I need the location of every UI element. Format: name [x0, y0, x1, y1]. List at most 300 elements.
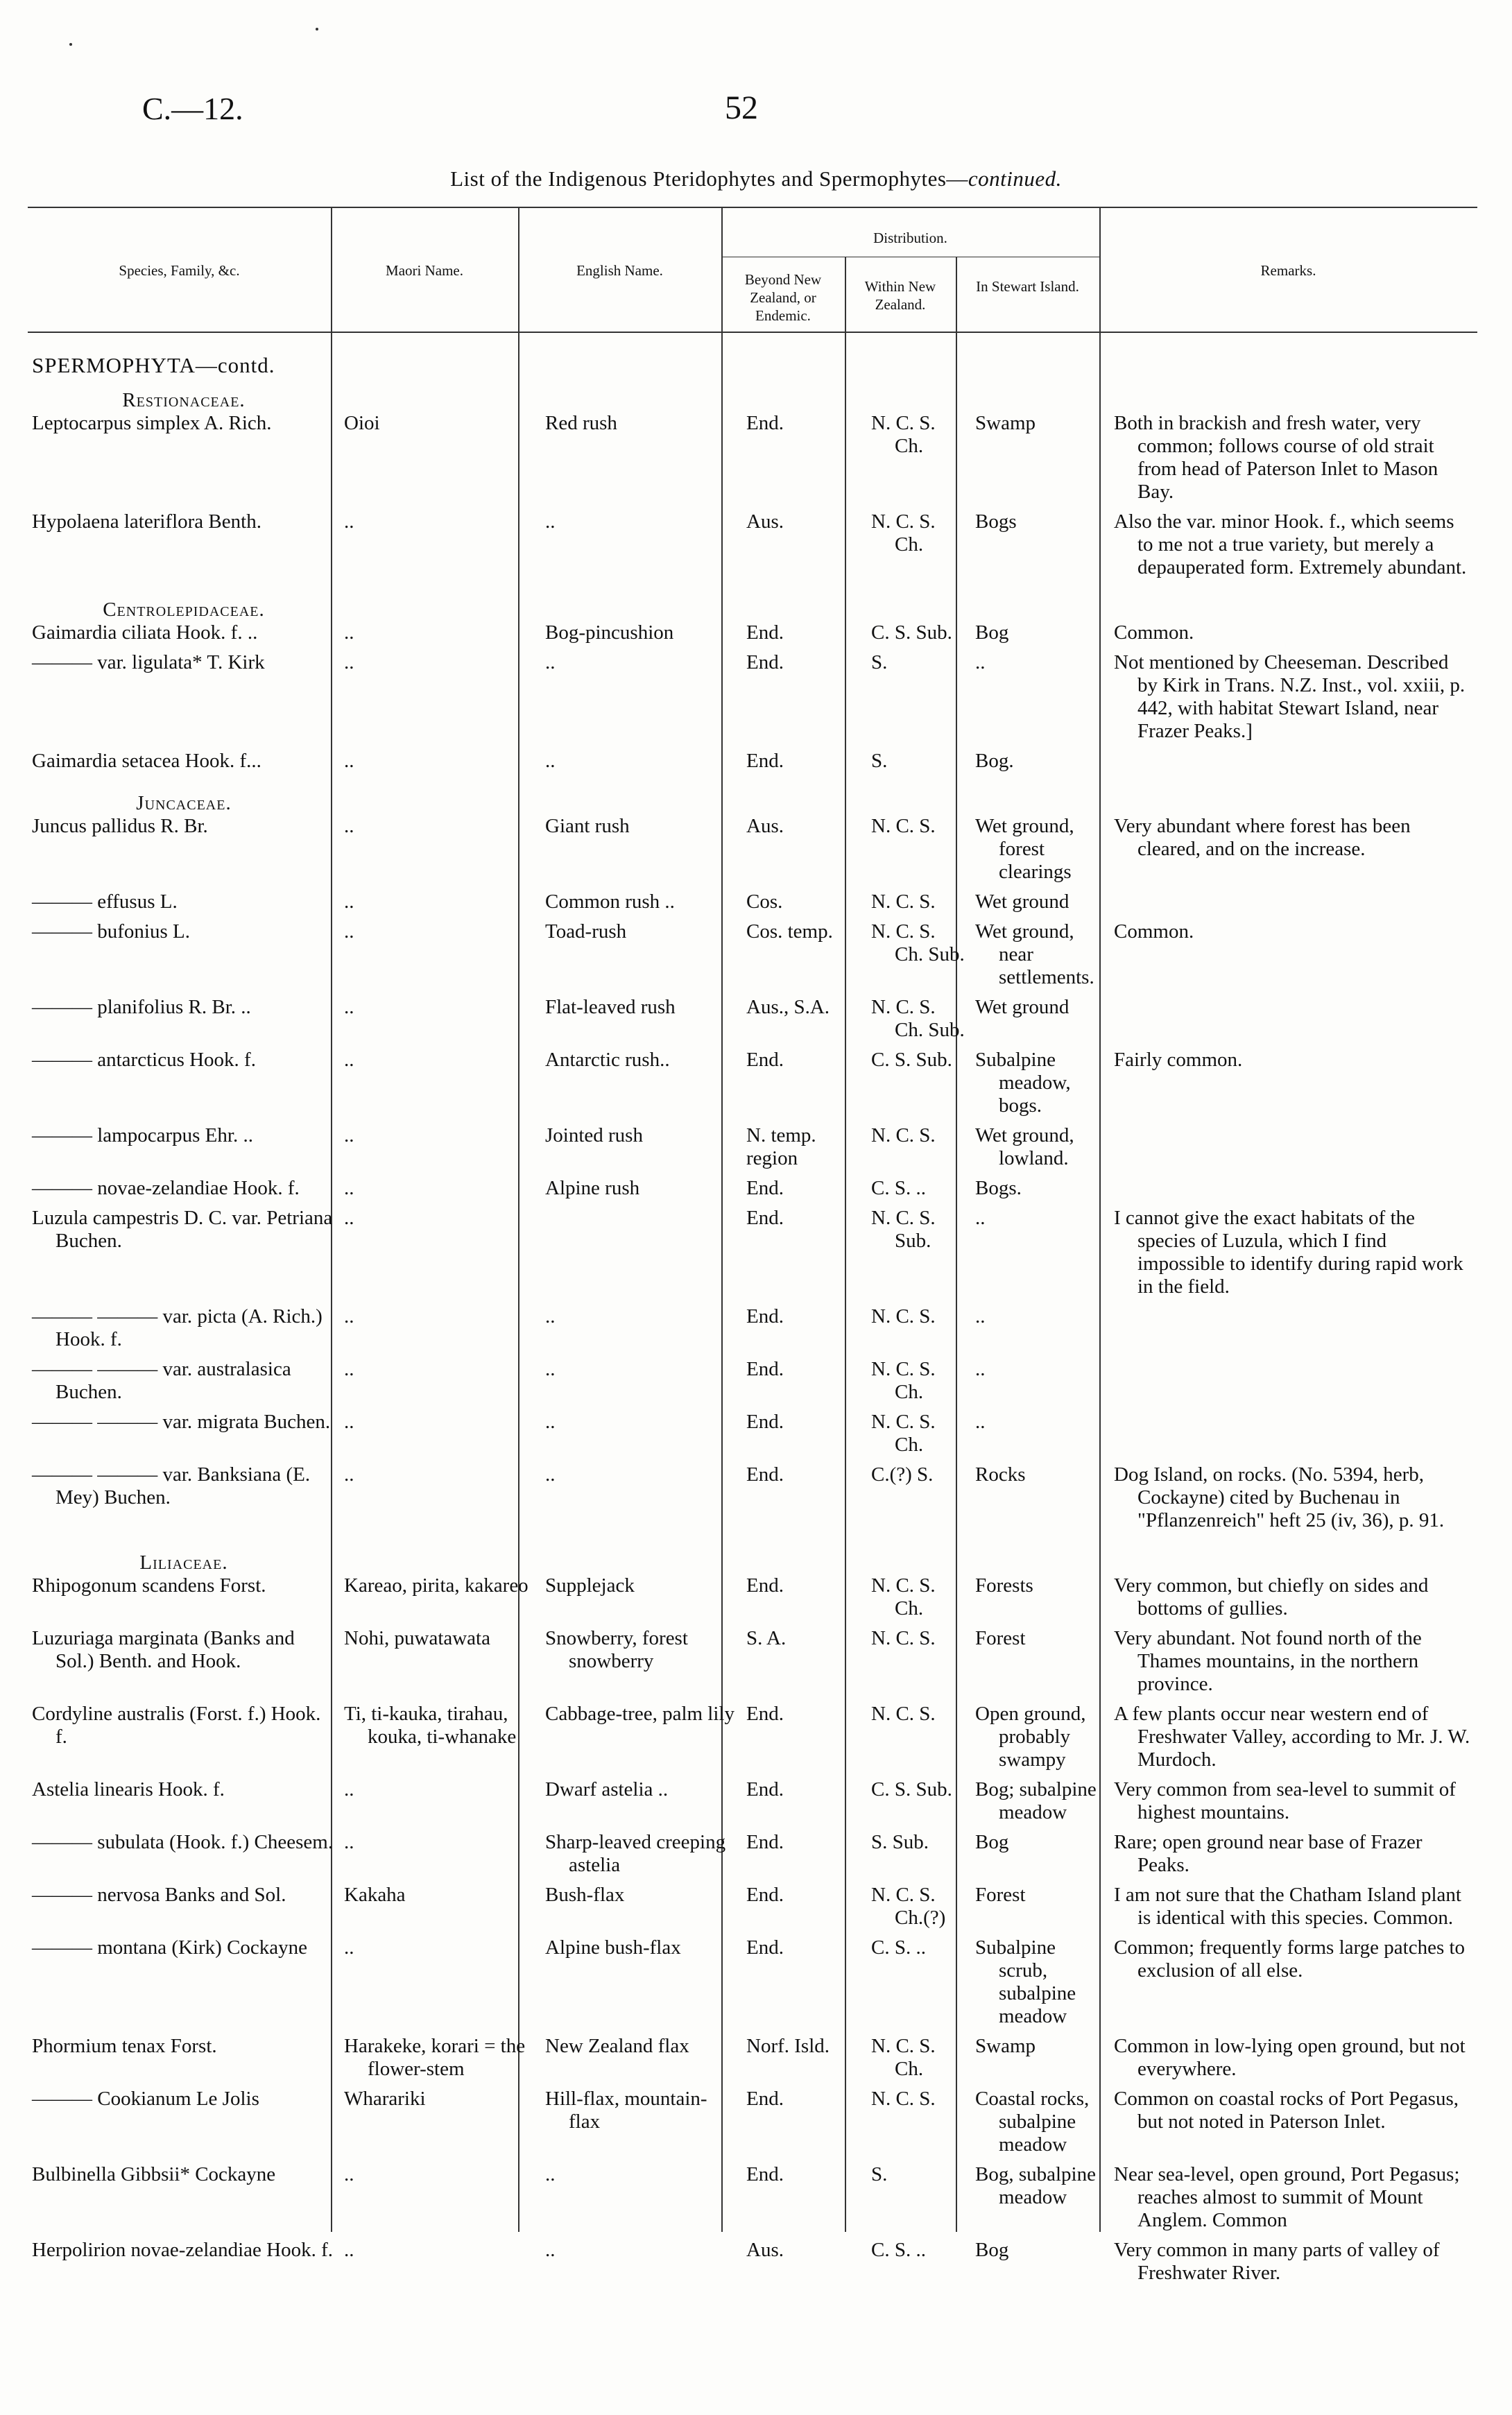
table-row [28, 510, 1477, 579]
empty-cell [971, 354, 1110, 377]
spacer-cell [28, 2232, 1477, 2239]
empty-cell [742, 780, 867, 815]
cell-stewart: Wet ground, lowland. [975, 1124, 1074, 1169]
cell-english: Supplejack [545, 1574, 635, 1597]
row-spacer [28, 2081, 1477, 2088]
cell-remarks [1110, 750, 1477, 773]
empty-cell [742, 586, 867, 621]
cell-species: ——— ——— var. australasica Buchen. [32, 1358, 291, 1403]
cell-stewart: .. [975, 651, 986, 673]
empty-cell [867, 377, 971, 412]
cell-maori: .. [344, 1049, 354, 1071]
cell-within: N. C. S. Ch. [871, 412, 936, 457]
cell-beyond: S. A. [746, 1627, 787, 1649]
cell-stewart: Forest [975, 1884, 1026, 1906]
empty-cell [867, 354, 971, 377]
row-spacer [28, 2232, 1477, 2239]
cell-stewart: Bog [975, 2239, 1009, 2261]
cell-stewart: Swamp [975, 412, 1036, 434]
empty-cell [971, 377, 1110, 412]
cell-remarks: Common in low-lying open ground, but not everywhere. [1114, 2035, 1466, 2080]
cell-species: ——— bufonius L. [32, 920, 190, 943]
cell-within: S. [871, 750, 888, 772]
empty-cell [971, 1539, 1110, 1574]
cell-species: Rhipogonum scandens Forst. [32, 1574, 266, 1597]
cell-maori: .. [344, 510, 354, 533]
family-row [28, 377, 1477, 412]
cell-english: .. [545, 2239, 556, 2261]
cell-maori: .. [344, 1305, 354, 1327]
cell-within: N. C. S. Ch. [871, 510, 936, 556]
cell-within: N. C. S. [871, 2088, 936, 2110]
cell-english: .. [545, 2163, 556, 2185]
cell-english: Bush-flax [545, 1884, 625, 1906]
cell-beyond: Aus. [746, 2239, 784, 2261]
print-speck [69, 43, 72, 46]
cell-beyond: End. [746, 1177, 784, 1199]
cell-species: ——— lampocarpus Ehr. .. [32, 1124, 253, 1146]
cell-beyond: End. [746, 750, 784, 772]
cell-remarks: Very abundant where forest has been cleared, and on the increase. [1114, 815, 1411, 860]
cell-stewart: Subalpine meadow, bogs. [975, 1049, 1071, 1117]
cell-stewart: Wet ground [975, 891, 1069, 913]
spacer-cell [28, 773, 1477, 780]
row-spacer [28, 989, 1477, 996]
cell-within: S. Sub. [871, 1831, 929, 1853]
cell-english: Jointed rush [545, 1124, 643, 1146]
cell-remarks: Common; frequently forms large patches to exclusion of all else. [1114, 1936, 1466, 1982]
cell-species: Gaimardia setacea Hook. f... [32, 750, 261, 772]
spacer-cell [28, 743, 1477, 750]
cell-english: Giant rush [545, 815, 630, 837]
cell-remarks [1110, 1358, 1477, 1404]
row-spacer [28, 2156, 1477, 2163]
table-row [28, 815, 1477, 884]
header-bottom-rule [28, 332, 1477, 333]
cell-english: Bog-pincushion [545, 621, 674, 644]
cell-stewart: Wet ground, forest clearings [975, 815, 1074, 883]
cell-english: New Zealand flax [545, 2035, 689, 2057]
spacer-cell [28, 2028, 1477, 2035]
family-heading: Restionaceae. [122, 389, 246, 411]
column-header-remarks: Remarks. [1260, 262, 1316, 279]
cell-maori: Ti, ti-kauka, tirahau, kouka, ti-whanake [344, 1703, 517, 1748]
empty-cell [1110, 354, 1477, 377]
cell-species: Bulbinella Gibbsii* Cockayne [32, 2163, 276, 2185]
cell-english: Dwarf astelia .. [545, 1778, 669, 1800]
cell-remarks: A few plants occur near western end of Freshwater Valley, according to Mr. J. W. Murdoch. [1114, 1703, 1470, 1771]
table-row [28, 2239, 1477, 2285]
cell-beyond: End. [746, 1884, 784, 1906]
cell-species: Astelia linearis Hook. f. [32, 1778, 225, 1800]
species-table-body [28, 354, 1477, 2292]
cell-stewart: Bogs [975, 510, 1017, 533]
table-row [28, 920, 1477, 989]
column-header-maori: Maori Name. [386, 262, 463, 279]
cell-stewart: Bogs. [975, 1177, 1022, 1199]
cell-species: Hypolaena lateriflora Benth. [32, 510, 261, 533]
cell-stewart: Coastal rocks, subalpine meadow [975, 2088, 1090, 2156]
table-row [28, 1305, 1477, 1351]
row-spacer [28, 884, 1477, 891]
cell-remarks: I am not sure that the Chatham Island plant is identical with this species. Common. [1114, 1884, 1461, 1929]
cell-stewart: Rocks [975, 1463, 1026, 1486]
header-top-rule [28, 207, 1477, 208]
cell-english: Hill-flax, mountain-flax [545, 2088, 707, 2133]
spacer-cell [28, 1042, 1477, 1049]
row-spacer [28, 1456, 1477, 1463]
cell-within: N. C. S. Ch. [871, 1574, 936, 1619]
spacer-cell [28, 644, 1477, 651]
spacer-cell [28, 1620, 1477, 1627]
cell-maori: .. [344, 815, 354, 837]
family-heading: Juncaceae. [136, 792, 232, 814]
table-row [28, 1778, 1477, 1824]
cell-remarks: Not mentioned by Cheeseman. Described by Kirk in Trans. N.Z. Inst., vol. xxiii, p. 442, with habitat Stewart Island, near Frazer Peaks.] [1114, 651, 1466, 742]
cell-english: .. [545, 1411, 556, 1433]
cell-beyond: End. [746, 1936, 784, 1959]
cell-english: Common rush .. [545, 891, 675, 913]
cell-english: Flat-leaved rush [545, 996, 676, 1018]
cell-english: .. [545, 651, 556, 673]
title-continued: continued. [968, 166, 1062, 191]
cell-maori: Nohi, puwatawata [344, 1627, 490, 1649]
spacer-cell [28, 504, 1477, 510]
cell-beyond: End. [746, 1574, 784, 1597]
cell-beyond: End. [746, 1703, 784, 1725]
table-row [28, 1703, 1477, 1771]
empty-cell [1110, 1539, 1477, 1574]
table-row [28, 1177, 1477, 1200]
species-table [28, 354, 1477, 2292]
row-spacer [28, 1877, 1477, 1884]
empty-cell [340, 377, 541, 412]
cell-remarks [1110, 1124, 1477, 1170]
cell-within: N. C. S. Ch. [871, 1358, 936, 1403]
family-row [28, 1539, 1477, 1574]
cell-maori: .. [344, 2239, 354, 2261]
cell-within: N. C. S. Ch. [871, 1411, 936, 1456]
cell-within: N. C. S. [871, 1627, 936, 1649]
empty-cell [340, 586, 541, 621]
cell-remarks: Dog Island, on rocks. (No. 5394, herb, Cockayne) cited by Buchenau in "Pflanzenreich" heft 25 (iv, 36), p. 91. [1114, 1463, 1445, 1531]
cell-beyond: End. [746, 1358, 784, 1380]
cell-beyond: N. temp. region [746, 1124, 816, 1169]
row-spacer [28, 1042, 1477, 1049]
cell-within: N. C. S. Ch. [871, 2035, 936, 2080]
cell-maori: Kareao, pirita, kakareo [344, 1574, 529, 1597]
cell-stewart: Bog; subalpine meadow [975, 1778, 1097, 1823]
spacer-cell [28, 913, 1477, 920]
cell-stewart: Bog [975, 621, 1009, 644]
empty-cell [541, 377, 742, 412]
cell-stewart: .. [975, 1207, 986, 1229]
cell-maori: .. [344, 1831, 354, 1853]
cell-species: Luzula campestris D. C. var. Petriana Buchen. [32, 1207, 333, 1252]
spacer-cell [28, 989, 1477, 996]
cell-within: N. C. S. [871, 891, 936, 913]
row-spacer [28, 1200, 1477, 1207]
row-spacer [28, 1351, 1477, 1358]
cell-stewart: Forests [975, 1574, 1033, 1597]
column-header-within: Within New Zealand. [864, 278, 936, 313]
cell-beyond: Cos. [746, 891, 783, 913]
table-row [28, 1627, 1477, 1696]
row-spacer [28, 1696, 1477, 1703]
empty-cell [541, 780, 742, 815]
table-row [28, 2035, 1477, 2081]
cell-species: Herpolirion novae-zelandiae Hook. f. [32, 2239, 334, 2261]
cell-species: ——— novae-zelandiae Hook. f. [32, 1177, 300, 1199]
cell-maori: .. [344, 621, 354, 644]
cell-remarks: I cannot give the exact habitats of the species of Luzula, which I find impossible to identify during rapid work in the field. [1114, 1207, 1463, 1298]
cell-maori: .. [344, 1124, 354, 1146]
cell-beyond: Aus., S.A. [746, 996, 830, 1018]
row-spacer [28, 1620, 1477, 1627]
spacer-cell [28, 1117, 1477, 1124]
cell-within: S. [871, 2163, 888, 2185]
cell-maori: .. [344, 1778, 354, 1800]
cell-remarks: Very common, but chiefly on sides and bottoms of gullies. [1114, 1574, 1429, 1619]
row-spacer [28, 2028, 1477, 2035]
cell-english: .. [545, 1358, 556, 1380]
cell-remarks: Common. [1114, 621, 1194, 644]
cell-within: N. C. S. [871, 1305, 936, 1327]
row-spacer [28, 2285, 1477, 2292]
cell-english: .. [545, 510, 556, 533]
row-spacer [28, 1404, 1477, 1411]
cell-beyond: Aus. [746, 510, 784, 533]
empty-cell [541, 354, 742, 377]
cell-remarks: Very abundant. Not found north of the Thames mountains, in the northern province. [1114, 1627, 1422, 1695]
family-row [28, 586, 1477, 621]
cell-maori: .. [344, 1411, 354, 1433]
page-number: 52 [725, 89, 758, 126]
row-spacer [28, 1170, 1477, 1177]
row-spacer [28, 1532, 1477, 1539]
spacer-cell [28, 1298, 1477, 1305]
cell-within: N. C. S. [871, 815, 936, 837]
cell-species: ——— ——— var. migrata Buchen. [32, 1411, 331, 1433]
column-header-stewart: In Stewart Island. [976, 278, 1079, 295]
cell-remarks: Very common from sea-level to summit of highest mountains. [1114, 1778, 1456, 1823]
cell-maori: .. [344, 920, 354, 943]
cell-within: C. S. .. [871, 2239, 926, 2261]
cell-species: ——— nervosa Banks and Sol. [32, 1884, 286, 1906]
cell-beyond: End. [746, 1207, 784, 1229]
table-row [28, 1411, 1477, 1456]
cell-stewart: .. [975, 1411, 986, 1433]
division-row [28, 354, 1477, 377]
cell-maori: Harakeke, korari = the flower-stem [344, 2035, 526, 2080]
spacer-cell [28, 2285, 1477, 2292]
cell-beyond: End. [746, 1831, 784, 1853]
cell-english: Cabbage-tree, palm lily [545, 1703, 734, 1725]
empty-cell [742, 1539, 867, 1574]
empty-cell [1110, 377, 1477, 412]
column-header-english: English Name. [576, 262, 663, 279]
table-row [28, 412, 1477, 504]
cell-maori: Wharariki [344, 2088, 426, 2110]
cell-maori: .. [344, 651, 354, 673]
family-heading: Liliaceae. [139, 1552, 228, 1574]
document-reference: C.—12. [142, 91, 243, 126]
spacer-cell [28, 1930, 1477, 1936]
cell-maori: .. [344, 996, 354, 1018]
cell-maori: .. [344, 1358, 354, 1380]
cell-maori: .. [344, 1207, 354, 1229]
spacer-cell [28, 1696, 1477, 1703]
spacer-cell [28, 1532, 1477, 1539]
cell-beyond: End. [746, 1305, 784, 1327]
cell-within: N. C. S. [871, 1703, 936, 1725]
cell-within: C. S. .. [871, 1177, 926, 1199]
cell-stewart: Forest [975, 1627, 1026, 1649]
cell-remarks: Fairly common. [1114, 1049, 1243, 1071]
cell-within: N. C. S. Ch. Sub. [871, 996, 965, 1041]
cell-species: ——— subulata (Hook. f.) Cheesem. [32, 1831, 334, 1853]
table-row [28, 891, 1477, 913]
cell-remarks: Common on coastal rocks of Port Pegasus, but not noted in Paterson Inlet. [1114, 2088, 1459, 2133]
cell-species: Juncus pallidus R. Br. [32, 815, 208, 837]
table-row [28, 1884, 1477, 1930]
empty-cell [971, 780, 1110, 815]
cell-within: C. S. Sub. [871, 621, 952, 644]
cell-beyond: End. [746, 412, 784, 434]
table-row [28, 1463, 1477, 1532]
cell-english: Antarctic rush.. [545, 1049, 670, 1071]
row-spacer [28, 1771, 1477, 1778]
cell-stewart: Open ground, probably swampy [975, 1703, 1086, 1771]
cell-maori: Oioi [344, 412, 380, 434]
cell-maori: .. [344, 2163, 354, 2185]
empty-cell [1110, 586, 1477, 621]
row-spacer [28, 1298, 1477, 1305]
cell-english: Toad-rush [545, 920, 627, 943]
table-row [28, 2163, 1477, 2232]
cell-species: ——— montana (Kirk) Cockayne [32, 1936, 308, 1959]
cell-beyond: End. [746, 2088, 784, 2110]
cell-english: Snowberry, forest snowberry [545, 1627, 688, 1672]
spacer-cell [28, 1771, 1477, 1778]
page-title [0, 166, 1512, 191]
cell-maori: .. [344, 1463, 354, 1486]
cell-remarks [1110, 891, 1477, 913]
cell-species: Leptocarpus simplex A. Rich. [32, 412, 272, 434]
row-spacer [28, 1824, 1477, 1831]
spacer-cell [28, 884, 1477, 891]
cell-beyond: End. [746, 621, 784, 644]
cell-species: Phormium tenax Forst. [32, 2035, 217, 2057]
cell-stewart: Bog. [975, 750, 1014, 772]
cell-maori: .. [344, 1936, 354, 1959]
spacer-cell [28, 1351, 1477, 1358]
cell-stewart: Wet ground [975, 996, 1069, 1018]
empty-cell [867, 586, 971, 621]
cell-beyond: End. [746, 1463, 784, 1486]
table-row [28, 1831, 1477, 1877]
table-row [28, 1574, 1477, 1620]
empty-cell [541, 1539, 742, 1574]
division-heading: SPERMOPHYTA—contd. [32, 353, 275, 377]
table-row [28, 750, 1477, 773]
cell-remarks [1110, 1305, 1477, 1351]
cell-species: ——— planifolius R. Br. .. [32, 996, 251, 1018]
table-row [28, 1207, 1477, 1298]
cell-beyond: Aus. [746, 815, 784, 837]
cell-stewart: Subalpine scrub, subalpine meadow [975, 1936, 1076, 2027]
cell-species: Cordyline australis (Forst. f.) Hook. f. [32, 1703, 321, 1748]
cell-species: ——— ——— var. Banksiana (E. Mey) Buchen. [32, 1463, 311, 1509]
cell-beyond: Cos. temp. [746, 920, 833, 943]
cell-remarks: Rare; open ground near base of Frazer Peaks. [1114, 1831, 1423, 1876]
column-header-beyond: Beyond New Zealand, or Endemic. [744, 271, 822, 324]
cell-maori: Kakaha [344, 1884, 406, 1906]
cell-english: .. [545, 1463, 556, 1486]
table-row [28, 1124, 1477, 1170]
cell-stewart: Bog [975, 1831, 1009, 1853]
cell-within: N. C. S. Sub. [871, 1207, 936, 1252]
cell-species: ——— effusus L. [32, 891, 178, 913]
cell-english [541, 1207, 742, 1298]
empty-cell [340, 780, 541, 815]
cell-stewart: Bog, subalpine meadow [975, 2163, 1096, 2208]
row-spacer [28, 644, 1477, 651]
table-row [28, 651, 1477, 743]
cell-within: N. C. S. Ch.(?) [871, 1884, 946, 1929]
cell-within: C.(?) S. [871, 1463, 934, 1486]
cell-beyond: End. [746, 651, 784, 673]
cell-remarks: Near sea-level, open ground, Port Pegasus; reaches almost to summit of Mount Anglem. Common [1114, 2163, 1460, 2231]
empty-cell [867, 780, 971, 815]
cell-maori: .. [344, 1177, 354, 1199]
table-row [28, 621, 1477, 644]
table-row [28, 1936, 1477, 2028]
cell-beyond: End. [746, 1778, 784, 1800]
cell-stewart: .. [975, 1305, 986, 1327]
empty-cell [971, 586, 1110, 621]
column-header-distribution: Distribution. [873, 230, 947, 246]
cell-english: .. [545, 750, 556, 772]
empty-cell [340, 354, 541, 377]
spacer-cell [28, 1404, 1477, 1411]
spacer-cell [28, 1456, 1477, 1463]
empty-cell [1110, 780, 1477, 815]
cell-species: ——— Cookianum Le Jolis [32, 2088, 259, 2110]
cell-remarks: Common. [1114, 920, 1194, 943]
cell-species: ——— ——— var. picta (A. Rich.) Hook. f. [32, 1305, 323, 1350]
row-spacer [28, 743, 1477, 750]
print-speck [316, 28, 318, 31]
spacer-cell [28, 1170, 1477, 1177]
cell-within: C. S. .. [871, 1936, 926, 1959]
cell-species: Gaimardia ciliata Hook. f. .. [32, 621, 258, 644]
cell-remarks [1110, 1177, 1477, 1200]
cell-english: Alpine rush [545, 1177, 640, 1199]
spacer-cell [28, 2081, 1477, 2088]
family-row [28, 780, 1477, 815]
cell-english: .. [545, 1305, 556, 1327]
cell-species: ——— var. ligulata* T. Kirk [32, 651, 265, 673]
table-row [28, 2088, 1477, 2156]
cell-english: Red rush [545, 412, 617, 434]
cell-stewart: .. [975, 1358, 986, 1380]
column-header-species: Species, Family, &c. [119, 262, 240, 279]
cell-within: N. C. S. [871, 1124, 936, 1146]
cell-beyond: End. [746, 2163, 784, 2185]
cell-species: Luzuriaga marginata (Banks and Sol.) Benth. and Hook. [32, 1627, 295, 1672]
cell-english: Sharp-leaved creeping astelia [545, 1831, 726, 1876]
